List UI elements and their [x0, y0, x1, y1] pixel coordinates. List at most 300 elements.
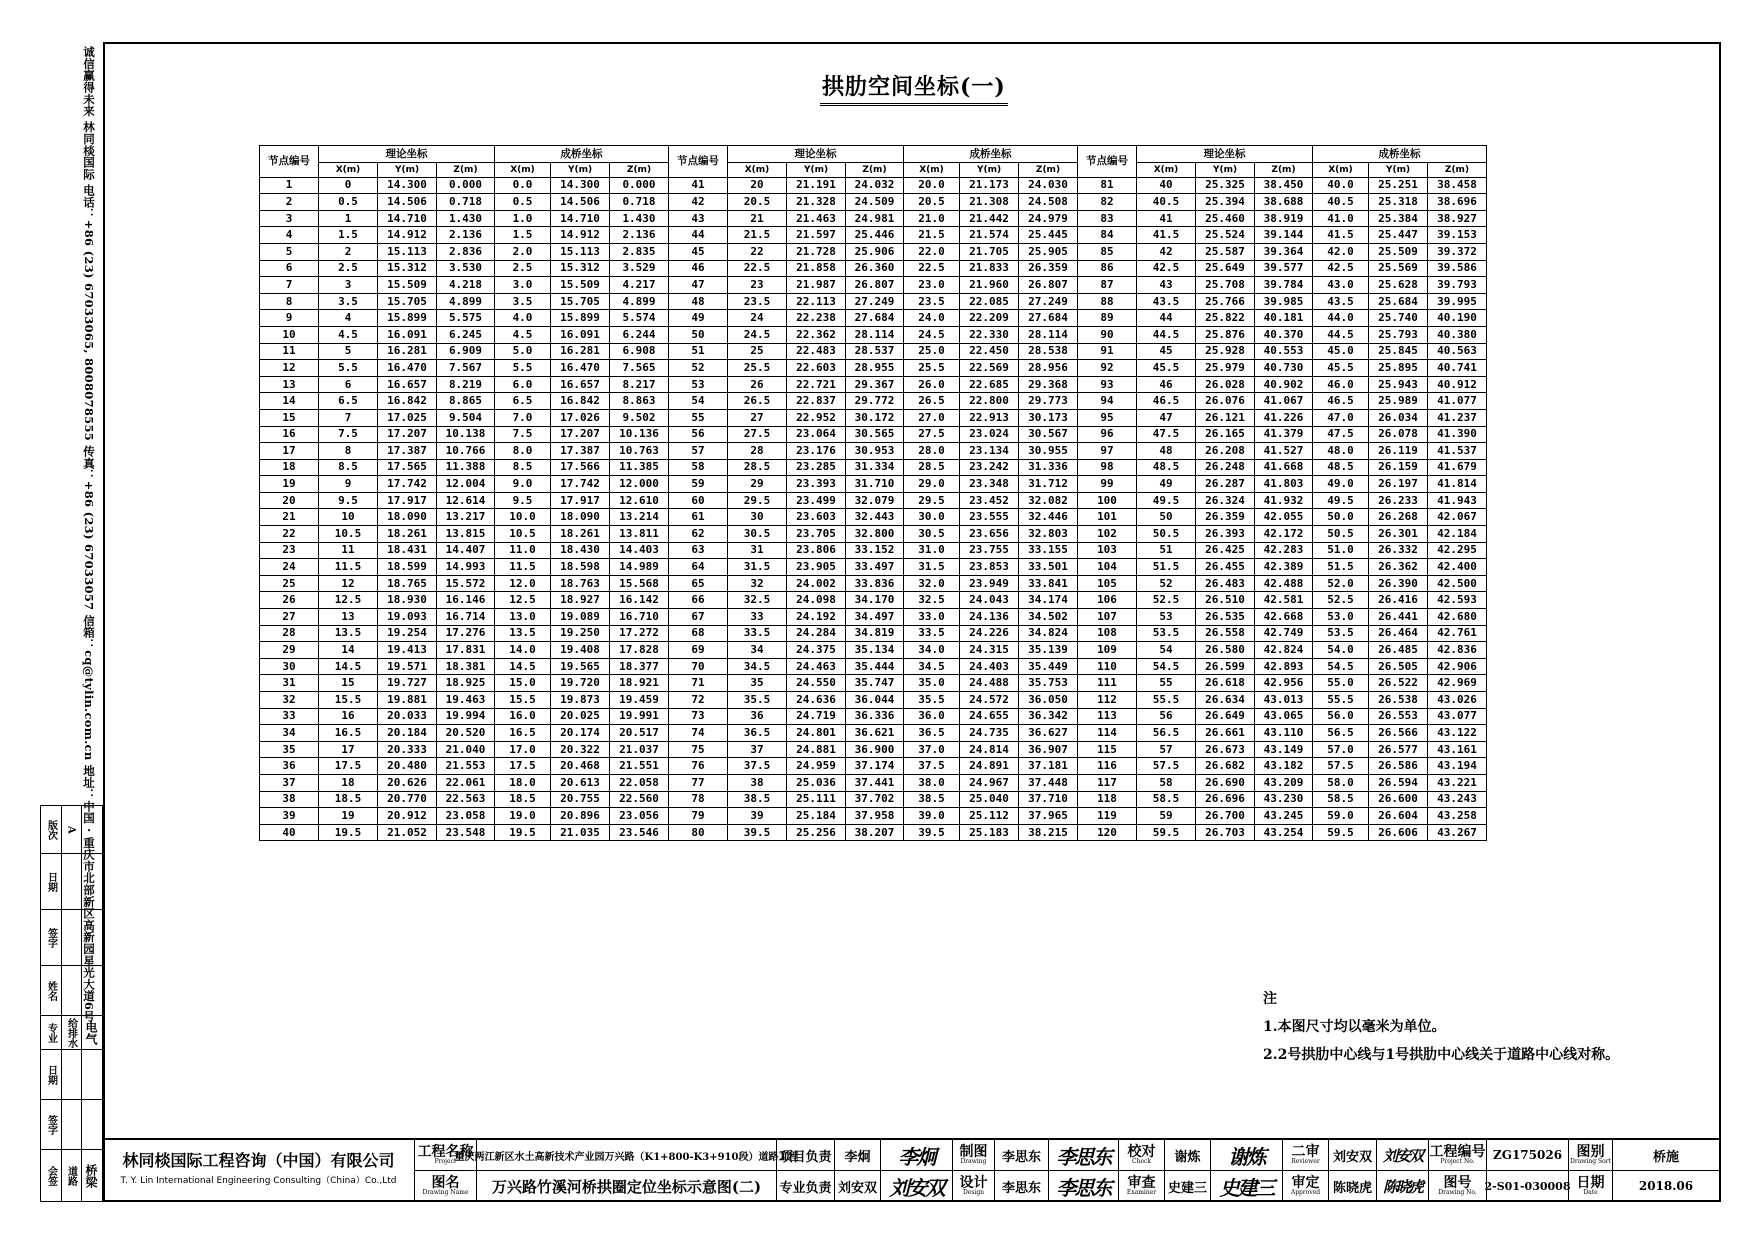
coord-cell: 37.702 — [846, 791, 904, 808]
header-built-1: 成桥坐标 — [495, 146, 669, 163]
coord-cell: 17.917 — [551, 492, 610, 509]
sign-label-2: 签字 — [41, 1100, 62, 1149]
table-row — [260, 692, 1487, 709]
coord-cell: 26.703 — [1196, 824, 1255, 841]
coord-cell: 26.807 — [1019, 277, 1078, 294]
coord-cell: 57.5 — [1313, 758, 1369, 775]
approve-label: 会签 — [41, 1150, 62, 1201]
coord-cell: 22.563 — [437, 791, 495, 808]
coord-cell: 0.000 — [437, 177, 495, 194]
coord-cell: 46.5 — [1137, 393, 1196, 410]
coord-cell: 24.192 — [787, 609, 846, 626]
coord-cell: 18 — [319, 774, 378, 791]
coord-cell: 8.863 — [610, 393, 669, 410]
node-id-cell: 89 — [1078, 310, 1137, 327]
node-id-cell: 20 — [260, 492, 319, 509]
coord-cell: 25.112 — [960, 808, 1019, 825]
coord-cell: 22.113 — [787, 293, 846, 310]
coord-cell: 22.800 — [960, 393, 1019, 410]
coord-cell: 28.5 — [904, 459, 960, 476]
coord-cell: 32.803 — [1019, 526, 1078, 543]
coord-cell: 24.284 — [787, 625, 846, 642]
coord-cell: 24.315 — [960, 642, 1019, 659]
coord-cell: 24.032 — [846, 177, 904, 194]
table-row — [260, 492, 1487, 509]
coord-cell: 6.909 — [437, 343, 495, 360]
coord-cell: 42.969 — [1428, 675, 1487, 692]
coord-cell: 25.318 — [1369, 194, 1428, 211]
coord-cell: 19.873 — [551, 692, 610, 709]
coord-cell: 19.463 — [437, 692, 495, 709]
coord-cell: 9.504 — [437, 409, 495, 426]
node-id-cell: 68 — [669, 625, 728, 642]
table-row — [260, 293, 1487, 310]
coord-cell: 42.295 — [1428, 542, 1487, 559]
company-name-cn: 林同棪国际工程咨询（中国）有限公司 — [122, 1150, 395, 1170]
coord-cell: 20.626 — [378, 774, 437, 791]
coord-cell: 16.470 — [551, 360, 610, 377]
coord-cell: 57.5 — [1137, 758, 1196, 775]
coord-cell: 21.833 — [960, 260, 1019, 277]
node-id-cell: 97 — [1078, 443, 1137, 460]
node-id-cell: 63 — [669, 542, 728, 559]
coord-cell: 33.836 — [846, 575, 904, 592]
coord-cell: 36.907 — [1019, 741, 1078, 758]
coord-cell: 35.5 — [904, 692, 960, 709]
table-row — [260, 476, 1487, 493]
coord-cell: 18.381 — [437, 658, 495, 675]
coord-cell: 43.122 — [1428, 725, 1487, 742]
review-label-cell — [1283, 1140, 1329, 1171]
tb-date-label: 日期 — [1576, 1175, 1605, 1191]
discipline-label: 专业 — [41, 1016, 62, 1049]
coord-cell: 26.359 — [1019, 260, 1078, 277]
node-id-cell: 44 — [669, 227, 728, 244]
coord-cell: 39 — [728, 808, 787, 825]
coord-cell: 24.488 — [960, 675, 1019, 692]
node-id-cell: 41 — [669, 177, 728, 194]
coord-cell: 16.714 — [437, 609, 495, 626]
coord-cell: 32.0 — [904, 575, 960, 592]
coord-cell: 36.342 — [1019, 708, 1078, 725]
coord-cell: 26.268 — [1369, 509, 1428, 526]
coord-cell: 4 — [319, 310, 378, 327]
coord-cell: 42.400 — [1428, 559, 1487, 576]
coord-cell: 16.710 — [610, 609, 669, 626]
coord-cell: 24.814 — [960, 741, 1019, 758]
coord-cell: 53.0 — [1313, 609, 1369, 626]
coord-cell: 24.136 — [960, 609, 1019, 626]
coord-cell: 25.740 — [1369, 310, 1428, 327]
coord-cell: 33.0 — [904, 609, 960, 626]
coord-cell: 16.281 — [551, 343, 610, 360]
subheader-y: Y(m) — [960, 162, 1019, 177]
coord-cell: 43.254 — [1255, 824, 1313, 841]
table-row — [260, 642, 1487, 659]
coord-cell: 28.0 — [904, 443, 960, 460]
node-id-cell: 67 — [669, 609, 728, 626]
coord-cell: 15.572 — [437, 575, 495, 592]
coord-cell: 14.300 — [378, 177, 437, 194]
coord-cell: 38.450 — [1255, 177, 1313, 194]
coord-cell: 20.480 — [378, 758, 437, 775]
approve-label-en: Approved — [1290, 1189, 1321, 1196]
coord-cell: 21.5 — [728, 227, 787, 244]
coord-cell: 40.0 — [1313, 177, 1369, 194]
coord-cell: 37.965 — [1019, 808, 1078, 825]
subheader-y: Y(m) — [378, 162, 437, 177]
coord-cell: 34.5 — [904, 658, 960, 675]
node-id-cell: 28 — [260, 625, 319, 642]
coord-cell: 18.261 — [551, 526, 610, 543]
coord-cell: 25.509 — [1369, 243, 1428, 260]
coord-cell: 30 — [728, 509, 787, 526]
coord-cell: 26.558 — [1196, 625, 1255, 642]
coord-cell: 22 — [728, 243, 787, 260]
coord-cell: 18.5 — [495, 791, 551, 808]
coord-cell: 37.174 — [846, 758, 904, 775]
coord-cell: 32.082 — [1019, 492, 1078, 509]
coord-cell: 25.793 — [1369, 326, 1428, 343]
coord-cell: 18.0 — [495, 774, 551, 791]
date-value: 2018.06 — [1613, 1171, 1719, 1202]
coord-cell: 41.814 — [1428, 476, 1487, 493]
coord-cell: 25.628 — [1369, 277, 1428, 294]
coord-cell: 40.553 — [1255, 343, 1313, 360]
coord-cell: 18.921 — [610, 675, 669, 692]
coord-cell: 6.5 — [319, 393, 378, 410]
coord-cell: 14.506 — [551, 194, 610, 211]
node-id-cell: 60 — [669, 492, 728, 509]
coord-cell: 40.563 — [1428, 343, 1487, 360]
table-row — [260, 708, 1487, 725]
node-id-cell: 35 — [260, 741, 319, 758]
coord-cell: 41.077 — [1428, 393, 1487, 410]
coord-cell: 43.243 — [1428, 791, 1487, 808]
coord-cell: 21.040 — [437, 741, 495, 758]
coord-cell: 25.989 — [1369, 393, 1428, 410]
coord-cell: 25.447 — [1369, 227, 1428, 244]
coord-cell: 41.668 — [1255, 459, 1313, 476]
sort-label: 图别 — [1576, 1144, 1605, 1160]
coord-cell: 26.197 — [1369, 476, 1428, 493]
coord-cell: 40.5 — [1137, 194, 1196, 211]
coord-cell: 41.226 — [1255, 409, 1313, 426]
coord-cell: 39.5 — [728, 824, 787, 841]
coord-cell: 22.0 — [904, 243, 960, 260]
coord-cell: 25.928 — [1196, 343, 1255, 360]
table-row — [260, 326, 1487, 343]
spec-label: 专业负责 — [777, 1171, 835, 1202]
node-id-cell: 34 — [260, 725, 319, 742]
coord-cell: 17.387 — [551, 443, 610, 460]
node-id-cell: 75 — [669, 741, 728, 758]
coord-cell: 26.076 — [1196, 393, 1255, 410]
coord-cell: 20.184 — [378, 725, 437, 742]
coord-cell: 22.5 — [904, 260, 960, 277]
signature-grid — [40, 805, 103, 1202]
coord-cell: 49.5 — [1137, 492, 1196, 509]
coord-cell: 40.730 — [1255, 360, 1313, 377]
table-row — [260, 526, 1487, 543]
sign-label: 签字 — [41, 910, 62, 965]
coord-cell: 0.000 — [610, 177, 669, 194]
coord-cell: 20.322 — [551, 741, 610, 758]
node-id-cell: 9 — [260, 310, 319, 327]
coord-cell: 39.5 — [904, 824, 960, 841]
node-id-cell: 29 — [260, 642, 319, 659]
coord-cell: 15.5 — [319, 692, 378, 709]
table-row — [260, 808, 1487, 825]
coord-cell: 26.248 — [1196, 459, 1255, 476]
design-signature: 李思东 — [1049, 1171, 1119, 1202]
company-name-en: T. Y. Lin International Engineering Consulting（China）Co.,Ltd — [120, 1175, 397, 1186]
coord-cell: 26.599 — [1196, 658, 1255, 675]
coord-cell: 8.0 — [495, 443, 551, 460]
node-id-cell: 59 — [669, 476, 728, 493]
coord-cell: 1 — [319, 210, 378, 227]
coord-cell: 16.0 — [495, 708, 551, 725]
coord-cell: 47.0 — [1313, 409, 1369, 426]
discipline-elec: 电气 — [84, 1020, 98, 1045]
coord-cell: 20.520 — [437, 725, 495, 742]
coord-cell: 24.891 — [960, 758, 1019, 775]
coord-cell: 16.091 — [378, 326, 437, 343]
coord-cell: 51.0 — [1313, 542, 1369, 559]
coord-cell: 35.753 — [1019, 675, 1078, 692]
coord-cell: 2.5 — [495, 260, 551, 277]
node-id-cell: 73 — [669, 708, 728, 725]
sign-row-2 — [41, 1100, 102, 1150]
coord-cell: 17.0 — [495, 741, 551, 758]
coord-cell: 40.181 — [1255, 310, 1313, 327]
subheader-x: X(m) — [728, 162, 787, 177]
coord-cell: 25.446 — [846, 227, 904, 244]
coord-cell: 25.5 — [904, 360, 960, 377]
subheader-z: Z(m) — [1019, 162, 1078, 177]
coord-cell: 26.690 — [1196, 774, 1255, 791]
page-title: 拱肋空间坐标(一) — [820, 70, 1008, 106]
coord-cell: 43.267 — [1428, 824, 1487, 841]
coord-cell: 26.121 — [1196, 409, 1255, 426]
coord-cell: 1.5 — [319, 227, 378, 244]
node-id-cell: 51 — [669, 343, 728, 360]
coord-cell: 23.5 — [728, 293, 787, 310]
node-id-cell: 116 — [1078, 758, 1137, 775]
coord-cell: 20.468 — [551, 758, 610, 775]
coord-cell: 38 — [728, 774, 787, 791]
coord-cell: 35.449 — [1019, 658, 1078, 675]
coord-cell: 26.485 — [1369, 642, 1428, 659]
coord-cell: 22.209 — [960, 310, 1019, 327]
coord-cell: 33.152 — [846, 542, 904, 559]
coord-cell: 15.899 — [378, 310, 437, 327]
coord-cell: 24.979 — [1019, 210, 1078, 227]
coord-cell: 7.5 — [319, 426, 378, 443]
coord-cell: 42.172 — [1255, 526, 1313, 543]
coord-cell: 42.893 — [1255, 658, 1313, 675]
coord-cell: 23.603 — [787, 509, 846, 526]
coord-cell: 42 — [1137, 243, 1196, 260]
coord-cell: 59.0 — [1313, 808, 1369, 825]
node-id-cell: 99 — [1078, 476, 1137, 493]
coord-cell: 6.245 — [437, 326, 495, 343]
coord-cell: 11.0 — [495, 542, 551, 559]
node-id-cell: 103 — [1078, 542, 1137, 559]
table-row — [260, 177, 1487, 194]
coord-cell: 25.895 — [1369, 360, 1428, 377]
table-row — [260, 658, 1487, 675]
coord-cell: 5.5 — [495, 360, 551, 377]
coord-cell: 25.649 — [1196, 260, 1255, 277]
subheader-x: X(m) — [1137, 162, 1196, 177]
header-node-2: 节点编号 — [669, 146, 728, 178]
coord-cell: 21.728 — [787, 243, 846, 260]
coord-cell: 20.333 — [378, 741, 437, 758]
coord-cell: 43.5 — [1137, 293, 1196, 310]
coord-cell: 17.207 — [551, 426, 610, 443]
sign-row — [41, 910, 102, 966]
coord-cell: 21.858 — [787, 260, 846, 277]
coord-cell: 21.308 — [960, 194, 1019, 211]
coord-cell: 40 — [1137, 177, 1196, 194]
coord-cell: 18.090 — [378, 509, 437, 526]
header-built-3: 成桥坐标 — [1313, 146, 1487, 163]
node-id-cell: 21 — [260, 509, 319, 526]
coord-cell: 25.184 — [787, 808, 846, 825]
draw-label-en: Drawing — [960, 1158, 987, 1165]
coord-cell: 19.413 — [378, 642, 437, 659]
coord-cell: 4.0 — [495, 310, 551, 327]
coord-cell: 40.380 — [1428, 326, 1487, 343]
coord-cell: 37.958 — [846, 808, 904, 825]
coord-cell: 41.943 — [1428, 492, 1487, 509]
node-id-cell: 87 — [1078, 277, 1137, 294]
coord-cell: 52 — [1137, 575, 1196, 592]
coord-cell: 10.136 — [610, 426, 669, 443]
coord-cell: 31.334 — [846, 459, 904, 476]
coord-cell: 14.300 — [551, 177, 610, 194]
drawing-value: 万兴路竹溪河桥拱圈定位坐标示意图(二) — [477, 1171, 777, 1202]
node-id-cell: 76 — [669, 758, 728, 775]
table-row — [260, 409, 1487, 426]
coord-cell: 57.0 — [1313, 741, 1369, 758]
coord-cell: 9.502 — [610, 409, 669, 426]
coord-cell: 43.161 — [1428, 741, 1487, 758]
check-label: 校对 — [1127, 1144, 1156, 1160]
approve-row — [41, 1150, 102, 1201]
coord-cell: 25 — [728, 343, 787, 360]
coord-cell: 12 — [319, 575, 378, 592]
coord-cell: 1.0 — [495, 210, 551, 227]
coord-cell: 19.5 — [319, 824, 378, 841]
coord-cell: 27.249 — [846, 293, 904, 310]
coord-cell: 26.159 — [1369, 459, 1428, 476]
coord-cell: 26.634 — [1196, 692, 1255, 709]
node-id-cell: 31 — [260, 675, 319, 692]
coord-cell: 59 — [1137, 808, 1196, 825]
coord-cell: 41.237 — [1428, 409, 1487, 426]
coord-cell: 30.955 — [1019, 443, 1078, 460]
coord-cell: 1.430 — [437, 210, 495, 227]
coord-cell: 34.497 — [846, 609, 904, 626]
coord-cell: 24.0 — [904, 310, 960, 327]
coord-cell: 26.119 — [1369, 443, 1428, 460]
node-id-cell: 77 — [669, 774, 728, 791]
coord-cell: 14.407 — [437, 542, 495, 559]
subheader-x: X(m) — [1313, 162, 1369, 177]
coord-cell: 26.618 — [1196, 675, 1255, 692]
coord-cell: 26.208 — [1196, 443, 1255, 460]
coord-cell: 18.5 — [319, 791, 378, 808]
coord-cell: 20.5 — [904, 194, 960, 211]
table-row — [260, 774, 1487, 791]
coord-cell: 50.0 — [1313, 509, 1369, 526]
coord-cell: 41.932 — [1255, 492, 1313, 509]
coord-cell: 23.755 — [960, 542, 1019, 559]
table-row — [260, 194, 1487, 211]
node-id-cell: 57 — [669, 443, 728, 460]
coord-cell: 28.955 — [846, 360, 904, 377]
coord-cell: 42.956 — [1255, 675, 1313, 692]
node-id-cell: 23 — [260, 542, 319, 559]
coord-cell: 7 — [319, 409, 378, 426]
check-label-en: Check — [1131, 1158, 1151, 1165]
coord-cell: 36.044 — [846, 692, 904, 709]
coord-cell: 25.251 — [1369, 177, 1428, 194]
node-id-cell: 88 — [1078, 293, 1137, 310]
coord-cell: 25.876 — [1196, 326, 1255, 343]
coord-cell: 20.033 — [378, 708, 437, 725]
coord-cell: 42.581 — [1255, 592, 1313, 609]
approve-signature: 陈晓虎 — [1377, 1171, 1429, 1202]
spec-name: 刘安双 — [835, 1171, 881, 1202]
coord-cell: 23.5 — [904, 293, 960, 310]
pm-label: 项目负责 — [777, 1140, 835, 1171]
coord-cell: 24.735 — [960, 725, 1019, 742]
coord-cell: 27.0 — [904, 409, 960, 426]
node-id-cell: 100 — [1078, 492, 1137, 509]
coord-cell: 5.574 — [610, 310, 669, 327]
coord-cell: 16.657 — [378, 376, 437, 393]
coord-cell: 24.043 — [960, 592, 1019, 609]
coord-cell: 19.093 — [378, 609, 437, 626]
coord-cell: 18.598 — [551, 559, 610, 576]
node-id-cell: 54 — [669, 393, 728, 410]
coord-cell: 23.0 — [904, 277, 960, 294]
coord-cell: 22.685 — [960, 376, 1019, 393]
coord-cell: 21.705 — [960, 243, 1019, 260]
node-id-cell: 117 — [1078, 774, 1137, 791]
coord-cell: 21.328 — [787, 194, 846, 211]
approve-label-cell — [1283, 1171, 1329, 1202]
coord-cell: 39.144 — [1255, 227, 1313, 244]
node-id-cell: 52 — [669, 360, 728, 377]
coord-cell: 36.5 — [728, 725, 787, 742]
coord-cell: 32.443 — [846, 509, 904, 526]
coord-cell: 22.085 — [960, 293, 1019, 310]
coord-cell: 12.5 — [319, 592, 378, 609]
coord-cell: 26.324 — [1196, 492, 1255, 509]
coord-cell: 10.5 — [495, 526, 551, 543]
coord-cell: 43.209 — [1255, 774, 1313, 791]
coordinate-table-body — [260, 177, 1487, 841]
coord-cell: 17.566 — [551, 459, 610, 476]
coord-cell: 16.281 — [378, 343, 437, 360]
coord-cell: 31.712 — [1019, 476, 1078, 493]
coord-cell: 56.5 — [1313, 725, 1369, 742]
coord-cell: 23.058 — [437, 808, 495, 825]
